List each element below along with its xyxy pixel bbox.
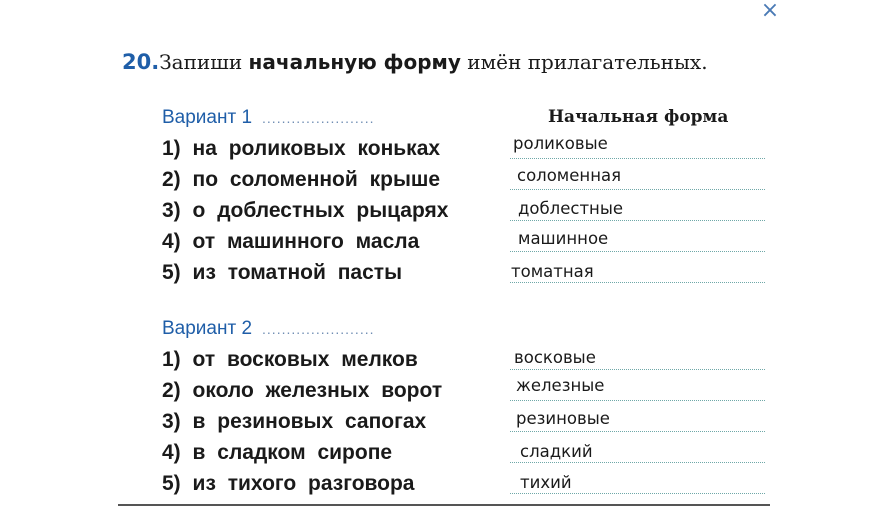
item-phrase: на роликовых коньках xyxy=(192,137,441,160)
answer-line xyxy=(510,431,765,432)
task-text-after: имён прилагательных. xyxy=(467,50,708,74)
variant-label-text: Вариант 2 xyxy=(162,318,253,339)
variant-2-item-4 xyxy=(162,441,392,465)
dotted-leader: ....................... xyxy=(262,321,375,337)
answer-line xyxy=(510,158,765,159)
item-phrase: от машинного масла xyxy=(192,230,420,253)
answer-line xyxy=(510,400,765,401)
item-phrase: в резиновых сапогах xyxy=(192,410,427,433)
answer-field[interactable]: сладкий xyxy=(520,442,593,461)
item-phrase: из томатной пасты xyxy=(192,261,403,284)
item-phrase: от восковых мелков xyxy=(192,348,418,371)
answer-line xyxy=(510,462,765,463)
item-phrase: около железных ворот xyxy=(192,379,443,402)
variant-1-item-3 xyxy=(162,199,448,223)
item-number: 3) xyxy=(162,410,181,433)
task-title xyxy=(122,50,708,74)
variant-2-item-5 xyxy=(162,472,415,496)
dotted-leader: ....................... xyxy=(262,110,375,126)
item-phrase: по соломенной крыше xyxy=(192,168,441,191)
answer-line xyxy=(510,493,765,494)
answer-line xyxy=(510,369,765,370)
item-number: 1) xyxy=(162,348,181,371)
answer-field[interactable]: резиновые xyxy=(516,409,610,428)
item-phrase: в сладком сиропе xyxy=(192,441,393,464)
close-icon[interactable]: × xyxy=(760,0,780,23)
answer-field[interactable]: доблестные xyxy=(518,199,624,218)
task-text-before: Запиши xyxy=(159,50,243,74)
item-number: 1) xyxy=(162,137,181,160)
answer-line xyxy=(510,251,765,252)
answer-line xyxy=(510,189,765,190)
column-header: Начальная форма xyxy=(548,107,729,127)
variant-2-item-2 xyxy=(162,379,442,403)
variant-2-label xyxy=(162,318,375,340)
answer-field[interactable]: роликовые xyxy=(513,134,608,153)
variant-1-item-5 xyxy=(162,261,402,285)
variant-2-item-3 xyxy=(162,410,426,434)
answer-line xyxy=(510,220,765,221)
item-number: 4) xyxy=(162,230,181,253)
variant-1-item-2 xyxy=(162,168,440,192)
answer-field[interactable]: железные xyxy=(516,376,605,395)
answer-line xyxy=(510,282,765,283)
answer-field[interactable]: восковые xyxy=(514,348,596,367)
item-number: 5) xyxy=(162,261,181,284)
variant-1-label xyxy=(162,107,375,129)
answer-field[interactable]: машинное xyxy=(518,229,609,248)
variant-label-text: Вариант 1 xyxy=(162,107,253,128)
item-number: 4) xyxy=(162,441,181,464)
task-number: 20. xyxy=(122,50,160,74)
variant-2-item-1 xyxy=(162,348,418,372)
variant-1-item-4 xyxy=(162,230,419,254)
answer-field[interactable]: томатная xyxy=(511,262,594,281)
answer-field[interactable]: соломенная xyxy=(517,166,622,185)
item-number: 5) xyxy=(162,472,181,495)
variant-1-item-1 xyxy=(162,137,440,161)
item-phrase: о доблестных рыцарях xyxy=(192,199,449,222)
bottom-rule xyxy=(118,504,770,506)
item-number: 2) xyxy=(162,168,181,191)
answer-field[interactable]: тихий xyxy=(520,473,572,492)
item-number: 3) xyxy=(162,199,181,222)
item-number: 2) xyxy=(162,379,181,402)
task-text-bold: начальную форму xyxy=(248,50,461,74)
item-phrase: из тихого разговора xyxy=(192,472,415,495)
